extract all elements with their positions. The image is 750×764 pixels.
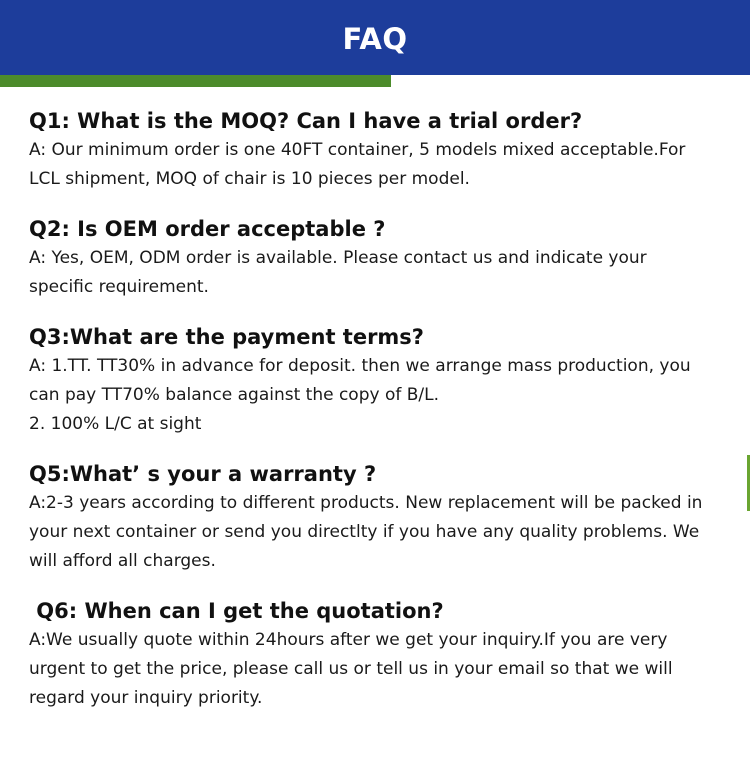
faq-answer-line: A: 1.TT. TT30% in advance for deposit. then we arrange mass production, you: [29, 356, 691, 376]
faq-answer-line: specific requirement.: [29, 277, 209, 297]
faq-item-q1: [29, 107, 729, 194]
faq-question: Q5:What’ s your a warranty ?: [29, 462, 377, 486]
faq-question: Q3:What are the payment terms?: [29, 325, 424, 349]
faq-item-q6: [29, 597, 729, 713]
faq-answer-line: A:We usually quote within 24hours after we get your inquiry.If you are very: [29, 630, 668, 650]
faq-question: Q2: Is OEM order acceptable ?: [29, 217, 386, 241]
faq-answer-line: A:2-3 years according to different products. New replacement will be packed in: [29, 493, 703, 513]
faq-answer-line: will afford all charges.: [29, 551, 216, 571]
accent-strip: [0, 75, 391, 87]
faq-answer-line: your next container or send you directlty if you have any quality problems. We: [29, 522, 700, 542]
faq-list: [29, 107, 729, 734]
faq-item-q5: [29, 460, 729, 576]
faq-answer-line: regard your inquiry priority.: [29, 688, 263, 708]
faq-answer-line: A: Yes, OEM, ODM order is available. Please contact us and indicate your: [29, 248, 647, 268]
faq-question: Q6: When can I get the quotation?: [29, 599, 444, 623]
faq-answer-line: A: Our minimum order is one 40FT container, 5 models mixed acceptable.For: [29, 140, 686, 160]
faq-item-q3: [29, 323, 729, 439]
faq-question: Q1: What is the MOQ? Can I have a trial order?: [29, 109, 583, 133]
faq-item-q2: [29, 215, 729, 302]
page-title: FAQ: [342, 22, 408, 56]
faq-answer-line: urgent to get the price, please call us or tell us in your email so that we will: [29, 659, 673, 679]
faq-answer-line: LCL shipment, MOQ of chair is 10 pieces per model.: [29, 169, 470, 189]
faq-answer-line: 2. 100% L/C at sight: [29, 414, 202, 434]
faq-answer-line: can pay TT70% balance against the copy of B/L.: [29, 385, 440, 405]
